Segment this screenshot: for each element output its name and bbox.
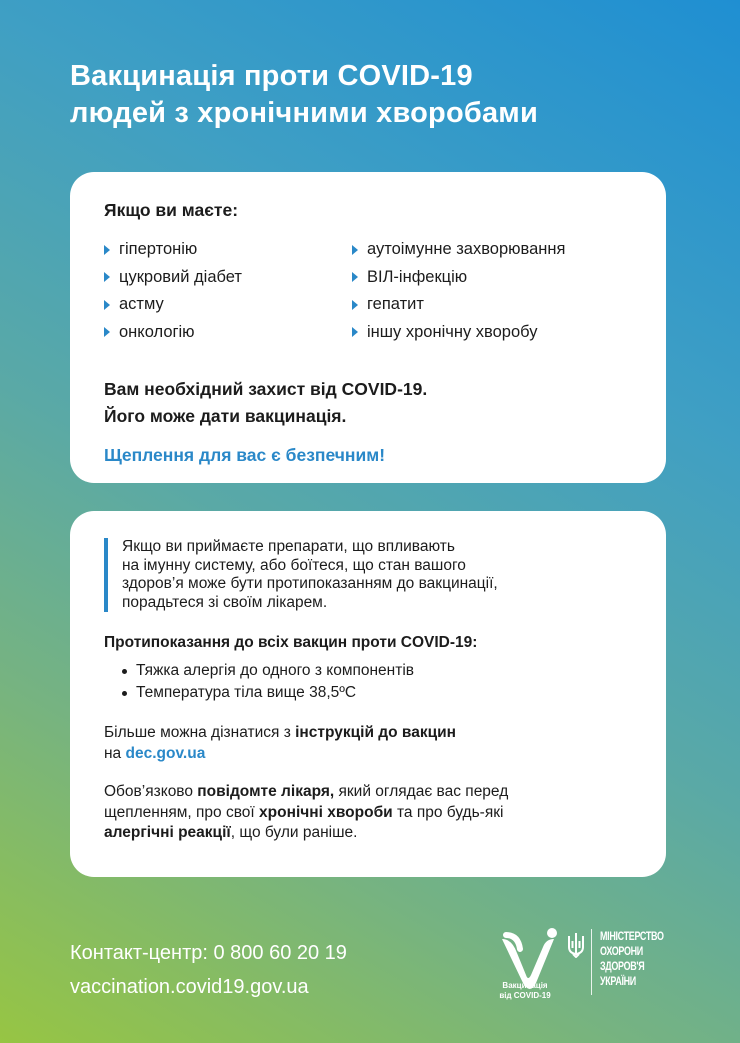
triangle-bullet-icon [104,300,110,310]
title-line-2: людей з хронічними хворобами [70,97,538,129]
ministry-logo-text [600,930,664,990]
protection-line-2: Його може дати вакцинація. [104,406,347,426]
contraindication-item [122,682,632,704]
more-info [104,722,632,764]
ministry-line: УКРАЇНИ [600,976,636,988]
note-line: на імунну систему, або боїтеся, що стан вашого [122,556,466,574]
conditions-list [104,236,632,346]
website-link[interactable]: vaccination.covid19.gov.ua [70,976,309,998]
condition-label: аутоімунне захворювання [367,240,566,259]
trident-icon [567,932,585,958]
triangle-bullet-icon [352,300,358,310]
logo-caption-line: від COVID-19 [499,991,551,1000]
note-line: здоров’я може бути протипоказанням до вакцинації, [122,575,498,592]
bullet-dot-icon [122,669,127,674]
condition-label: астму [119,295,164,314]
triangle-bullet-icon [352,272,358,282]
text-span: , що були раніше. [230,824,358,841]
protection-statement [104,376,632,430]
note-line: Якщо ви приймаєте препарати, що впливають [122,538,455,555]
note-line: порадьтеся зі своїм лікарем. [122,593,328,611]
condition-label: гіпертонію [119,240,198,259]
contact-block [70,936,347,1004]
triangle-bullet-icon [104,245,110,255]
contraindications-card [70,511,666,877]
condition-label: гепатит [367,295,424,314]
conditions-column-left [104,236,352,346]
logo-divider [591,929,592,995]
condition-item [104,236,352,264]
contraindication-item [122,660,632,682]
condition-item [352,291,565,319]
contraindications-list [122,660,632,704]
text-span: який оглядає вас перед [334,783,509,800]
condition-item [104,291,352,319]
condition-item [352,264,565,292]
safety-statement: Щеплення для вас є безпечним! [104,445,386,465]
condition-label: онкологію [119,322,195,341]
condition-label: іншу хронічну хворобу [367,322,538,341]
condition-item [352,319,565,347]
triangle-bullet-icon [104,272,110,282]
text-span: Обов’язково [104,783,198,800]
bullet-dot-icon [122,691,127,696]
text-span: щепленням, про свої [104,803,260,821]
ministry-line: ОХОРОНИ [600,946,643,958]
contraindication-label: Тяжка алергія до одного з компонентів [136,662,415,679]
more-info-text: Більше можна дізнатися з [104,724,296,741]
more-info-bold: інструкцій до вакцин [295,724,457,741]
logo-caption-line: Вакцинація [502,981,548,990]
text-bold: хронічні хвороби [259,803,393,821]
conditions-heading: Якщо ви маєте: [104,200,239,220]
text-bold: повідомте лікаря, [197,783,335,800]
protection-line-1: Вам необхідний захист від COVID-19. [104,379,428,399]
conditions-column-right [352,236,565,346]
title-line-1: Вакцинація проти COVID-19 [70,60,473,92]
logo-caption [490,981,560,1001]
text-span: та про будь-які [392,803,504,821]
dec-gov-link[interactable]: dec.gov.ua [125,745,206,762]
text-bold: алергічні реакції [104,824,231,841]
condition-item [352,236,565,264]
ministry-line: МІНІСТЕРСТВО [600,931,664,943]
notify-doctor-text [104,782,632,844]
condition-label: ВІЛ-інфекцію [367,267,468,286]
page-title [70,58,690,132]
conditions-card [70,172,666,483]
doctor-advice-note [104,538,632,612]
contraindications-heading: Протипоказання до всіх вакцин проти COVID-19: [104,634,478,651]
triangle-bullet-icon [352,245,358,255]
more-info-text: на [104,745,126,762]
condition-item [104,319,352,347]
ministry-line: ЗДОРОВ'Я [600,961,645,973]
triangle-bullet-icon [104,327,110,337]
contraindication-label: Температура тіла вище 38,5ºC [136,684,357,701]
triangle-bullet-icon [352,327,358,337]
condition-label: цукровий діабет [119,267,242,286]
condition-item [104,264,352,292]
contact-center: Контакт-центр: 0 800 60 20 19 [70,942,347,964]
